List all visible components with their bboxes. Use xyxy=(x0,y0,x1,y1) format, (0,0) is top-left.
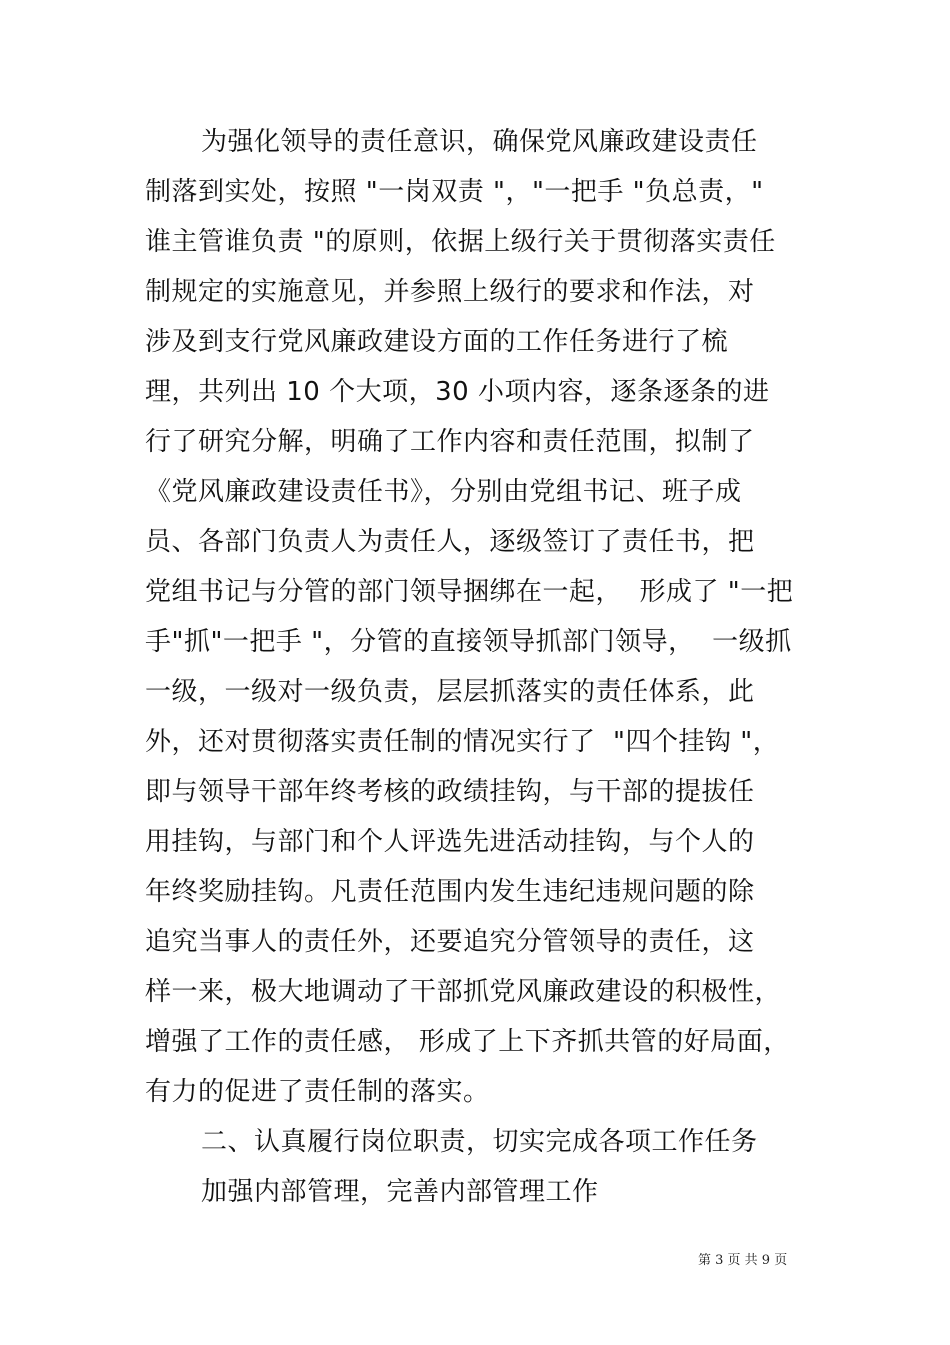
paragraph-line: 手"抓"一把手 "，分管的直接领导抓部门领导， 一级抓 xyxy=(145,627,792,657)
paragraph-line: 样一来，极大地调动了干部抓党风廉政建设的积极性， xyxy=(145,977,782,1007)
paragraph-line: 有力的促进了责任制的落实。 xyxy=(145,1077,490,1107)
section-subheading: 加强内部管理，完善内部管理工作 xyxy=(201,1177,599,1207)
page-number-footer: 第 3 页 共 9 页 xyxy=(698,1253,788,1268)
paragraph-line: 追究当事人的责任外，还要追究分管领导的责任，这 xyxy=(145,927,755,957)
paragraph-line: 制规定的实施意见，并参照上级行的要求和作法，对 xyxy=(145,277,755,307)
paragraph-line: 外，还对贯彻落实责任制的情况实行了 "四个挂钩 "， xyxy=(145,727,780,757)
paragraph-line: 党组书记与分管的部门领导捆绑在一起， 形成了 "一把 xyxy=(145,577,794,607)
section-heading: 二、认真履行岗位职责，切实完成各项工作任务 xyxy=(201,1127,758,1157)
paragraph-line: 员、各部门负责人为责任人，逐级签订了责任书，把 xyxy=(145,527,755,557)
paragraph-line: 制落到实处，按照 "一岗双责 "，"一把手 "负总责，" xyxy=(145,177,764,207)
paragraph-line: 即与领导干部年终考核的政绩挂钩，与干部的提拔任 xyxy=(145,777,755,807)
paragraph-line: 行了研究分解，明确了工作内容和责任范围，拟制了 xyxy=(145,427,755,457)
paragraph-line: 为强化领导的责任意识，确保党风廉政建设责任 xyxy=(201,127,758,157)
paragraph-line: 理，共列出 10 个大项，30 小项内容，逐条逐条的进 xyxy=(145,377,770,407)
paragraph-line: 一级，一级对一级负责，层层抓落实的责任体系，此 xyxy=(145,677,755,707)
paragraph-line: 用挂钩，与部门和个人评选先进活动挂钩，与个人的 xyxy=(145,827,755,857)
paragraph-line: 年终奖励挂钩。凡责任范围内发生违纪违规问题的除 xyxy=(145,877,755,907)
paragraph-line: 增强了工作的责任感， 形成了上下齐抓共管的好局面， xyxy=(145,1027,790,1057)
paragraph-line: 涉及到支行党风廉政建设方面的工作任务进行了梳 xyxy=(145,327,729,357)
paragraph-line: 《党风廉政建设责任书》，分别由党组书记、班子成 xyxy=(145,477,742,507)
paragraph-line: 谁主管谁负责 "的原则，依据上级行关于贯彻落实责任 xyxy=(145,227,776,257)
